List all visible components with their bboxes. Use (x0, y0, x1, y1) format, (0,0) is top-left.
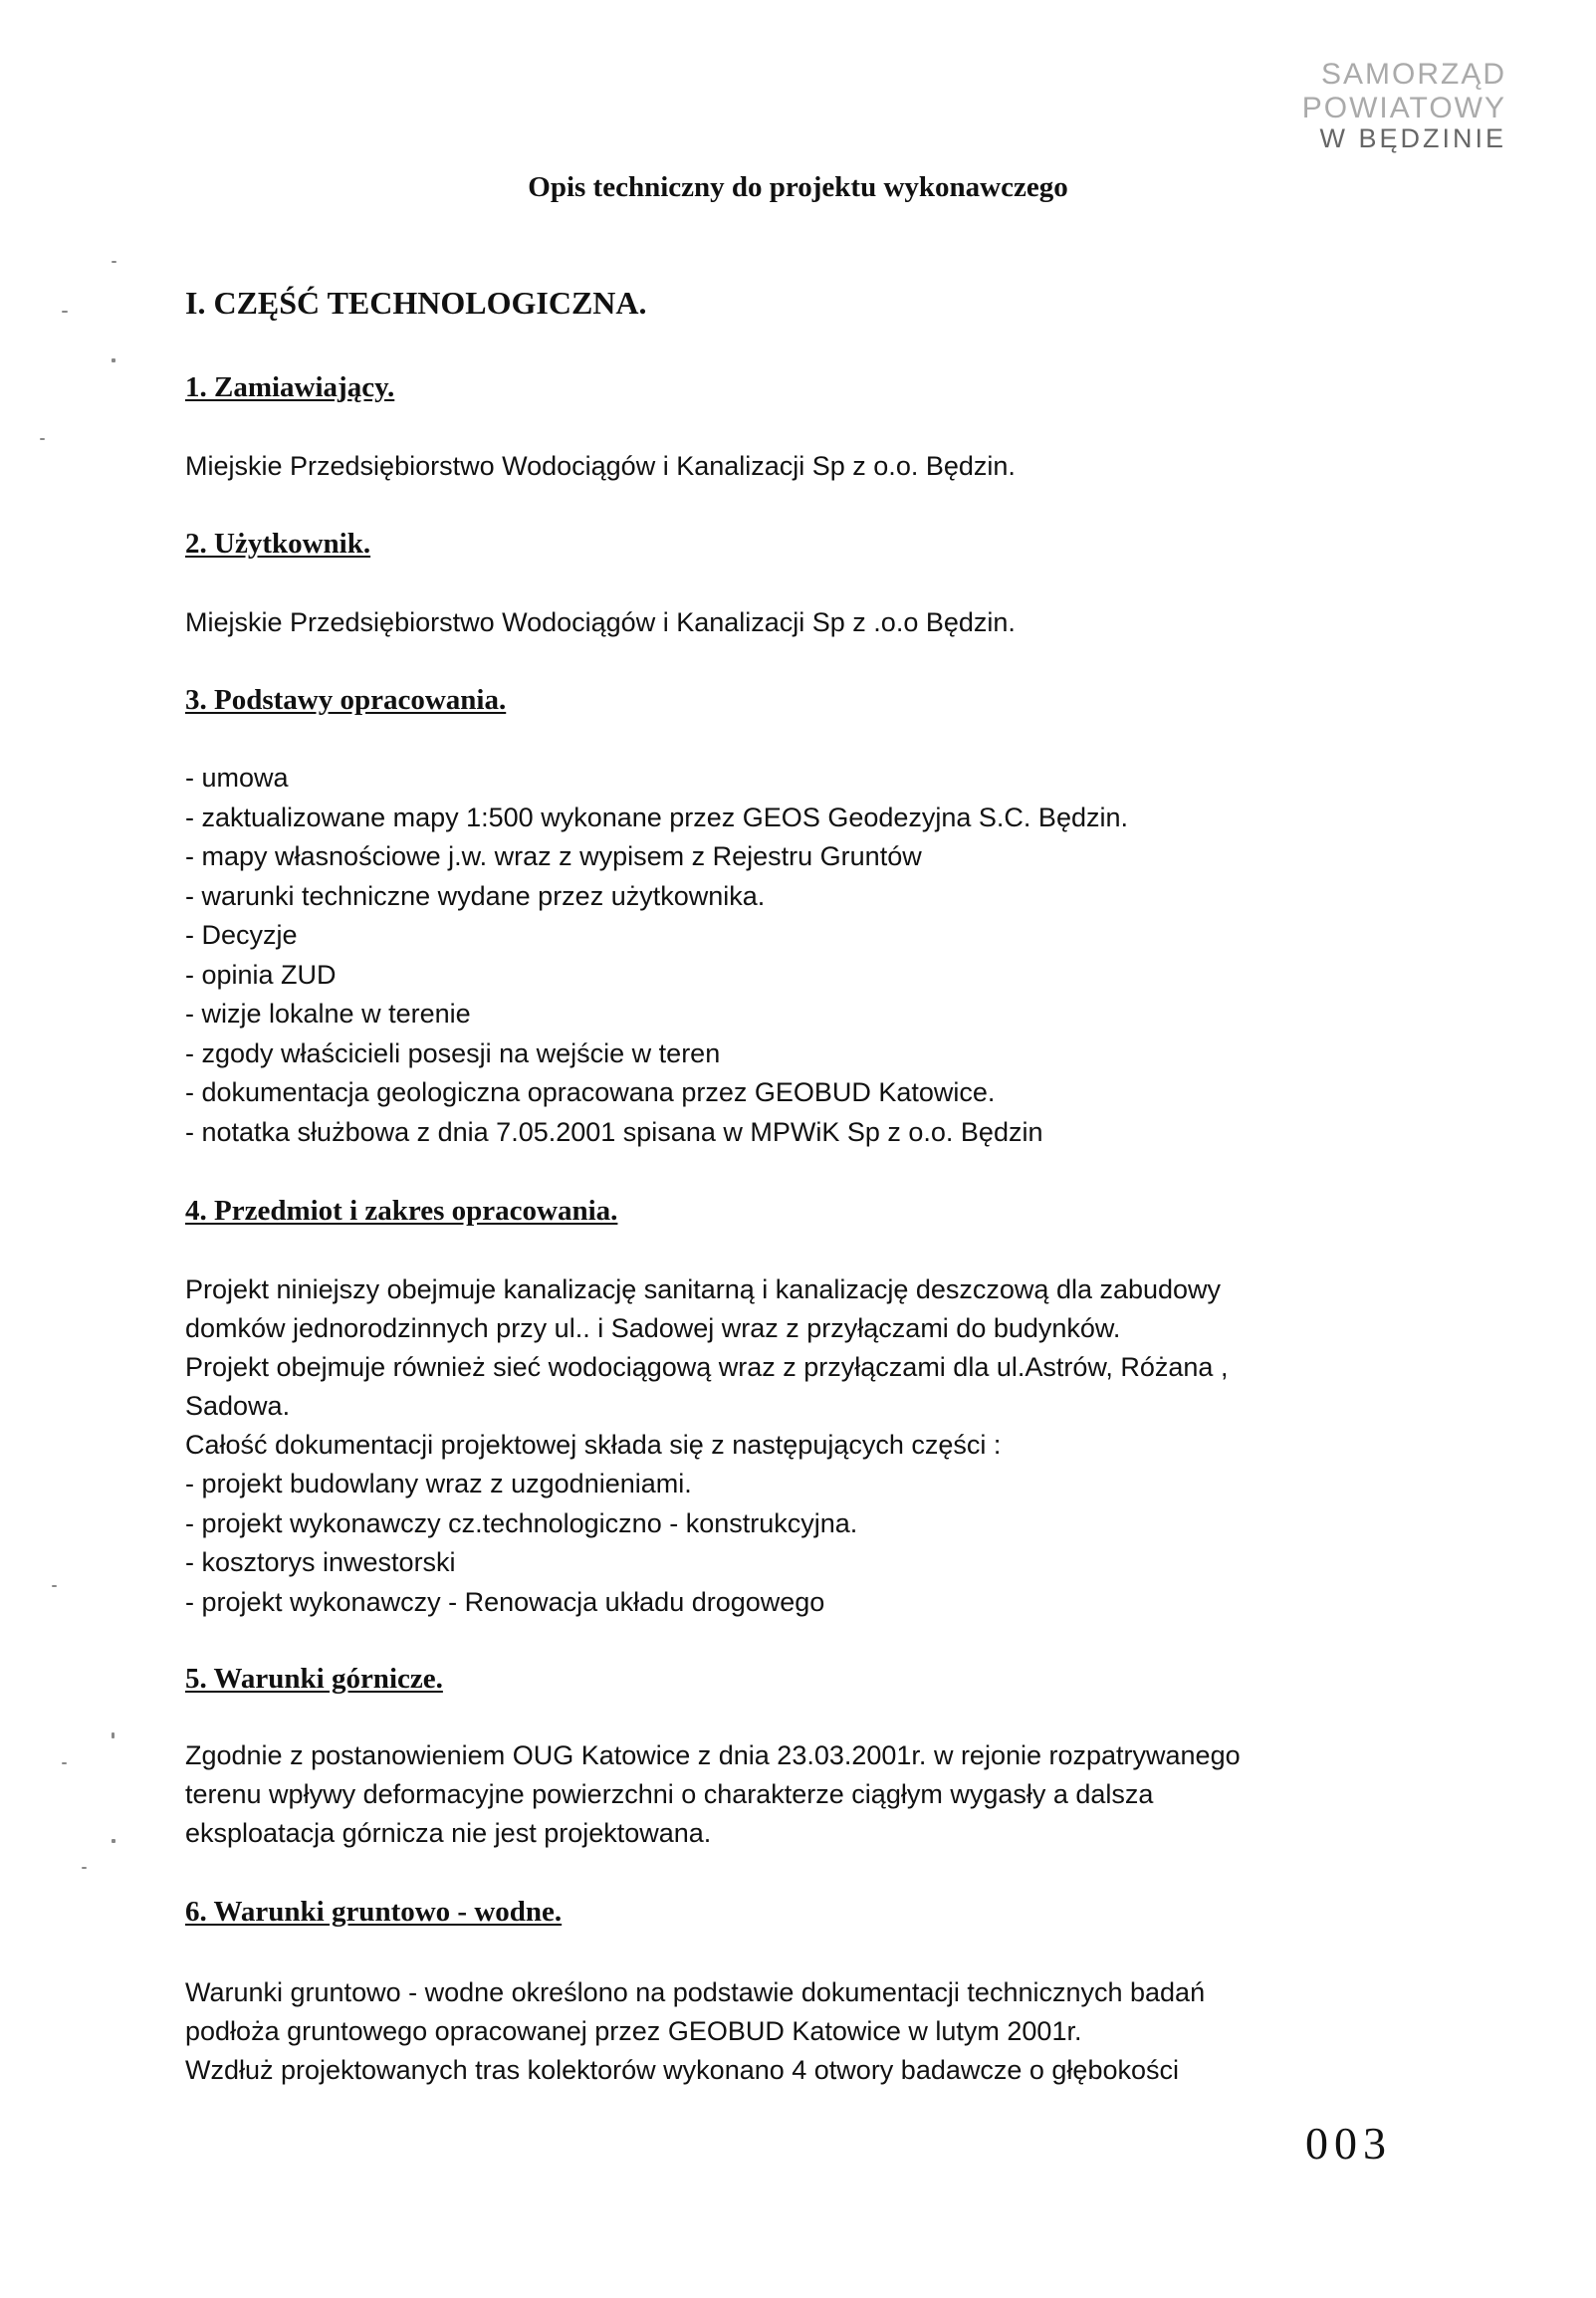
paragraph-line: Zgodnie z postanowieniem OUG Katowice z dnia 23.03.2001r. w rejonie rozpatrywanego (185, 1740, 1241, 1770)
page-number: 003 (1305, 2118, 1392, 2169)
section-4-text (185, 1270, 1228, 1465)
paragraph-line: Sadowa. (185, 1391, 291, 1421)
list-item: - mapy własnościowe j.w. wraz z wypisem z Rejestru Gruntów (185, 841, 922, 871)
section-6-text (185, 1973, 1205, 2090)
scan-speck (62, 1762, 67, 1764)
stamp-line-1: SAMORZĄD POWIATOWY (1301, 58, 1506, 124)
scan-speck (112, 358, 115, 362)
section-1-text (185, 447, 1016, 486)
list-item: - wizje lokalne w terenie (185, 999, 471, 1029)
list-item: - warunki techniczne wydane przez użytkownika. (185, 880, 766, 911)
scan-speck (82, 1867, 87, 1869)
list-item: - projekt wykonawczy - Renowacja układu drogowego (185, 1586, 825, 1617)
section-3-heading: 3. Podstawy opracowania. (185, 684, 507, 716)
paragraph-line: Całość dokumentacji projektowej składa się z następujących części : (185, 1430, 1002, 1460)
list-item: - Decyzje (185, 920, 298, 950)
list-item: - notatka służbowa z dnia 7.05.2001 spisana w MPWiK Sp z o.o. Będzin (185, 1116, 1043, 1147)
list-item: - zaktualizowane mapy 1:500 wykonane przez GEOS Geodezyjna S.C. Będzin. (185, 802, 1128, 832)
paragraph-line: Projekt niniejszy obejmuje kanalizację sanitarną i kanalizację deszczową dla zabudowy (185, 1274, 1222, 1304)
list-item: - opinia ZUD (185, 959, 337, 990)
section-2-heading: 2. Użytkownik. (185, 528, 371, 560)
section-4-list (185, 1465, 857, 1622)
paragraph-line: podłoża gruntowego opracowanej przez GEOBUD Katowice w lutym 2001r. (185, 2016, 1082, 2046)
scan-speck (52, 1585, 57, 1587)
scan-speck (40, 438, 45, 440)
list-item: - dokumentacja geologiczna opracowana przez GEOBUD Katowice. (185, 1077, 996, 1107)
paragraph-line: terenu wpływy deformacyjne powierzchni o charakterze ciągłym wygasły a dalsza (185, 1779, 1154, 1809)
section-2-text (185, 603, 1016, 642)
section-3-list (185, 759, 1128, 1152)
section-2-line: Miejskie Przedsiębiorstwo Wodociągów i Kanalizacji Sp z .o.o Będzin. (185, 607, 1016, 637)
section-6-heading: 6. Warunki gruntowo - wodne. (185, 1896, 563, 1928)
paragraph-line: Wzdłuż projektowanych tras kolektorów wykonano 4 otwory badawcze o głębokości (185, 2055, 1179, 2085)
section-5-text (185, 1736, 1241, 1853)
section-1-line: Miejskie Przedsiębiorstwo Wodociągów i Kanalizacji Sp z o.o. Będzin. (185, 451, 1016, 481)
scan-speck (112, 261, 116, 263)
scan-speck (62, 311, 68, 313)
list-item: - projekt budowlany wraz z uzgodnieniami. (185, 1469, 692, 1498)
paragraph-line: eksploatacja górnicza nie jest projektowana. (185, 1818, 712, 1848)
document-title: Opis techniczny do projektu wykonawczego (528, 171, 1068, 203)
section-4-heading: 4. Przedmiot i zakres opracowania. (185, 1195, 618, 1227)
scan-speck (112, 1839, 115, 1843)
section-1-heading: 1. Zamiawiający. (185, 371, 395, 403)
scan-speck (112, 1732, 114, 1738)
list-item: - umowa (185, 763, 289, 793)
official-stamp (1178, 58, 1506, 154)
paragraph-line: Warunki gruntowo - wodne określono na podstawie dokumentacji technicznych badań (185, 1977, 1206, 2007)
section-5-heading: 5. Warunki górnicze. (185, 1663, 443, 1695)
list-item: - kosztorys inwestorski (185, 1547, 456, 1577)
paragraph-line: Projekt obejmuje również sieć wodociągową wraz z przyłączami dla ul.Astrów, Różana , (185, 1352, 1229, 1382)
paragraph-line: domków jednorodzinnych przy ul.. i Sadowej wraz z przyłączami do budynków. (185, 1313, 1121, 1343)
list-item: - zgody właścicieli posesji na wejście w teren (185, 1037, 721, 1068)
list-item: - projekt wykonawczy cz.technologiczno - konstrukcyjna. (185, 1507, 858, 1538)
stamp-line-2: W BĘDZINIE (1319, 123, 1506, 153)
part-heading: I. CZĘŚĆ TECHNOLOGICZNA. (185, 285, 647, 321)
